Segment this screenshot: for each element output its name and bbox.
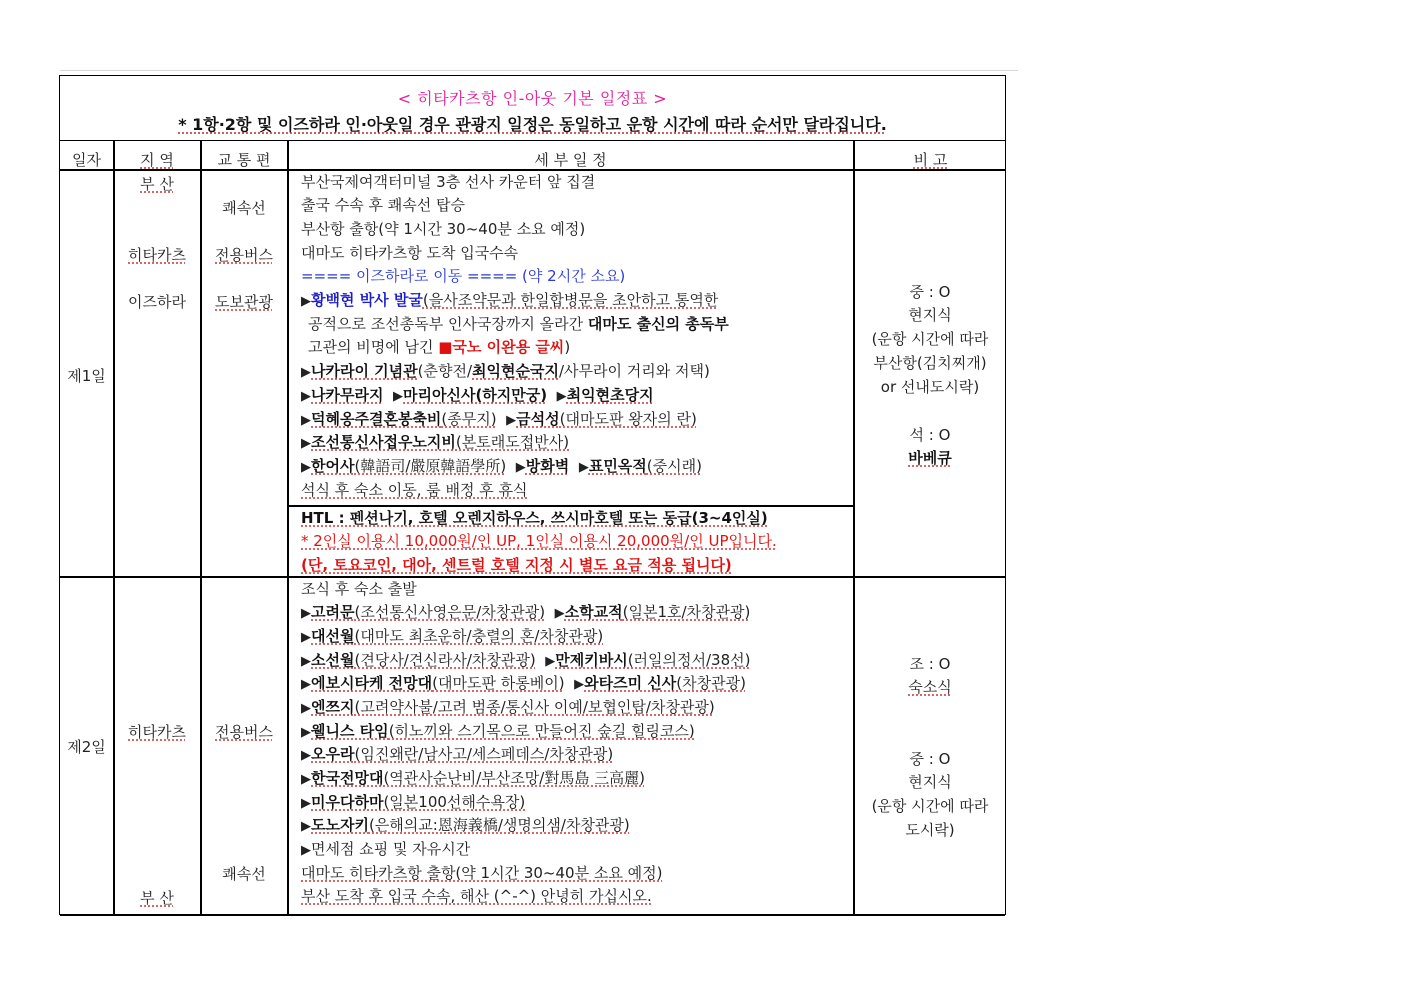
highlight: 에보시타케 전망대	[311, 674, 433, 692]
detail-text: (러일의정서/38선)	[627, 651, 751, 669]
bullet-icon: ▶	[301, 630, 311, 645]
day1-line	[301, 410, 697, 430]
day1-transport-bus: 전용버스	[215, 246, 273, 264]
hotel-divider	[287, 505, 853, 507]
bullet-icon: ▶	[301, 725, 311, 740]
table-subtitle: * 1항·2항 및 이즈하라 인·아웃일 경우 관광지 일정은 동일하고 운항 시간에 따라 순서만 달라집니다.	[178, 115, 887, 134]
day1-transport-walking: 도보관광	[215, 293, 273, 311]
bullet-icon: ▶	[301, 748, 311, 763]
day1-note: 바베큐	[908, 449, 952, 467]
day-divider	[60, 576, 1005, 578]
day1-line: 부산국제여객터미널 3층 선사 카운터 앞 집결	[301, 173, 596, 191]
bullet-icon: ▶	[393, 389, 403, 404]
bullet-icon: ▶	[301, 460, 311, 475]
day2-transport-ferry: 쾌속선	[222, 865, 266, 883]
day1-note: 현지식	[908, 306, 952, 324]
detail-text: (대마도판 왕자의 란)	[559, 410, 697, 428]
bullet-icon: ▶	[301, 677, 311, 692]
detail-text: 공적으로 조선총독부 인사국장까지 올라간	[308, 315, 588, 333]
day2-note: 숙소식	[908, 678, 952, 696]
detail-text: (종무지)	[441, 410, 497, 428]
day1-line: 대마도 히타카츠항 도착 입국수속	[301, 244, 519, 262]
bullet-icon: ▶	[554, 606, 565, 621]
highlight: 나카무라지	[311, 386, 384, 404]
col-divider	[287, 141, 289, 915]
day1-note: (운항 시간에 따라	[871, 330, 989, 348]
bullet-icon: ▶	[301, 819, 311, 834]
highlight: 덕혜옹주결혼봉축비	[311, 410, 442, 428]
day2-line	[301, 651, 750, 671]
day1-region-hitakatsu: 히타카츠	[128, 246, 186, 264]
day1-line: 석식 후 숙소 이동, 룸 배정 후 휴식	[301, 481, 528, 499]
day2-line: 조식 후 숙소 출발	[301, 580, 417, 598]
header-note: 비 고	[913, 151, 948, 169]
day1-note: or 선내도시락)	[880, 378, 980, 396]
day1-line: 부산항 출항(약 1시간 30~40분 소요 예정)	[301, 220, 586, 238]
highlight: 미우다하마	[311, 793, 384, 811]
itinerary-table	[59, 75, 1006, 915]
day2-line	[301, 745, 613, 765]
bullet-icon: ▶	[301, 843, 311, 858]
day2-note: 조 : O	[909, 655, 951, 673]
day2-line	[301, 698, 715, 718]
detail-text: (을사조약문과 한일합병문을 초안하고 통역한	[422, 291, 719, 309]
bullet-icon: ▶	[545, 654, 556, 669]
detail-text: (대마도 최초운하/충렬의 혼/차창관광)	[354, 627, 604, 645]
highlight: 금석성	[516, 410, 560, 428]
header-transport: 교 통 편	[217, 151, 271, 169]
highlight: 마리아신사(하지만궁)	[403, 386, 548, 404]
day1-line: 출국 수속 후 쾌속선 탑승	[301, 196, 465, 214]
highlight: 최익현초당지	[566, 386, 654, 404]
day1-note: 석 : O	[909, 426, 951, 444]
highlight: 소학교적	[564, 603, 623, 621]
hotel-info: HTL : 펜션나기, 호텔 오렌지하우스, 쓰시마호텔 또는 동급(3~4인실)	[301, 509, 768, 527]
bullet-icon: ▶	[301, 389, 311, 404]
header-region: 지 역	[140, 151, 174, 169]
bullet-icon: ▶	[515, 460, 526, 475]
detail-text: (임진왜란/남사고/세스페데스/차창관광)	[354, 745, 614, 763]
table-bottom	[60, 914, 1005, 916]
day2-note: 중 : O	[909, 750, 951, 768]
highlight: 황백현 박사 발굴	[311, 291, 423, 309]
bullet-icon: ▶	[301, 654, 311, 669]
red-square-icon: ■	[438, 338, 453, 356]
day2-note: (운항 시간에 따라	[871, 797, 989, 815]
highlight: 대마도 출신의 총독부	[587, 315, 729, 333]
bullet-icon: ▶	[301, 436, 311, 451]
detail-text: (춘향전/	[417, 362, 473, 380]
day2-line	[301, 627, 603, 647]
page-top-rule	[60, 70, 1018, 71]
day1-note: 부산항(김치찌개)	[873, 354, 987, 372]
day1-note: 중 : O	[909, 283, 951, 301]
day2-region-hitakatsu: 히타카츠	[128, 723, 186, 741]
detail-text: (대마도판 하롱베이)	[432, 674, 565, 692]
day1-region-izuhara: 이즈하라	[128, 293, 186, 311]
detail-text: (견당사/견신라사/차창관광)	[354, 651, 536, 669]
day1-label: 제1일	[67, 367, 106, 385]
highlight: 웰니스 타임	[311, 722, 389, 740]
highlight: 표민옥적	[588, 457, 647, 475]
highlight: 국노 이완용 글씨	[452, 338, 565, 356]
highlight: 엔쯔지	[311, 698, 355, 716]
day1-line	[301, 362, 710, 382]
bullet-icon: ▶	[301, 294, 311, 309]
hotel-exception: (단, 토요코인, 대아, 센트럴 호텔 지정 시 별도 요금 적용 됩니다)	[301, 556, 732, 574]
day1-line: ==== 이즈하라로 이동 ==== (약 2시간 소요)	[301, 267, 626, 285]
detail-text: (차창관광)	[676, 674, 746, 692]
day2-line	[301, 793, 525, 813]
day2-transport-bus: 전용버스	[215, 723, 273, 741]
bullet-icon: ▶	[506, 413, 517, 428]
bullet-icon: ▶	[301, 772, 311, 787]
detail-text: (조선통신사영은문/차창관광)	[354, 603, 546, 621]
detail-text: (고려약사불/고려 범종/통신사 이예/보협인탑/차창관광)	[354, 698, 715, 716]
highlight: 대선월	[311, 627, 355, 645]
day2-line	[301, 674, 746, 694]
day1-line	[301, 433, 569, 453]
day2-line: 대마도 히타카츠항 출항(약 1시간 30~40분 소요 예정)	[301, 864, 663, 882]
highlight: 소선월	[311, 651, 355, 669]
detail-text: (히노끼와 스기목으로 만들어진 숲길 힐링코스)	[388, 722, 695, 740]
hotel-surcharge: * 2인실 이용시 10,000원/인 UP, 1인실 이용시 20,000원/인 UP입니다.	[301, 532, 777, 550]
day1-line	[308, 338, 570, 356]
bullet-icon: ▶	[574, 677, 585, 692]
highlight: 한국전망대	[311, 769, 384, 787]
highlight: 만제키바시	[555, 651, 628, 669]
day2-note: 도시락)	[905, 821, 955, 839]
header-detail: 세 부 일 정	[534, 151, 607, 169]
day2-region-busan: 부 산	[140, 889, 174, 907]
detail-text: 면세점 쇼핑 및 자유시간	[311, 840, 471, 858]
table-title: < 히타카츠항 인-아웃 기본 일정표 >	[397, 89, 668, 108]
title-row	[60, 76, 1005, 141]
detail-text: (은해의교:恩海義橋/생명의샘/차창관광)	[368, 816, 630, 834]
bullet-icon: ▶	[301, 796, 311, 811]
highlight: 나카라이 기념관	[311, 362, 418, 380]
day1-line	[308, 315, 729, 333]
day1-transport-ferry: 쾌속선	[222, 199, 266, 217]
day1-region-busan: 부 산	[140, 175, 174, 193]
bullet-icon: ▶	[301, 365, 311, 380]
detail-text: )	[564, 338, 571, 356]
highlight: 오우라	[311, 745, 355, 763]
bullet-icon: ▶	[301, 413, 311, 428]
detail-text: 고관의 비명에 남긴	[308, 338, 439, 356]
day2-line	[301, 603, 750, 623]
bullet-icon: ▶	[556, 389, 567, 404]
day2-line	[301, 816, 630, 836]
highlight: 도노자키	[311, 816, 369, 834]
header-day: 일자	[72, 151, 101, 169]
highlight: 한어사	[311, 457, 355, 475]
highlight: 와타즈미 신사	[584, 674, 677, 692]
detail-text: /사무라이 거리와 저택)	[559, 362, 710, 380]
day2-line	[301, 840, 470, 860]
highlight: 방화벽	[525, 457, 570, 475]
day2-line: 부산 도착 후 입국 수속, 해산 (^-^) 안녕히 가십시오.	[301, 887, 652, 905]
detail-text: (중시래)	[646, 457, 702, 475]
day2-note: 현지식	[908, 773, 952, 791]
detail-text: (일본100선해수욕장)	[383, 793, 526, 811]
detail-text: (韓語司/嚴原韓語學所)	[354, 457, 507, 475]
day2-line	[301, 769, 645, 789]
detail-text: (역관사순난비/부산조망/對馬島 三高麗)	[383, 769, 645, 787]
detail-text: (본토래도접반사)	[455, 433, 570, 451]
bullet-icon: ▶	[578, 460, 589, 475]
highlight: 조선통신사접우노지비	[311, 433, 456, 451]
day1-line	[301, 457, 702, 477]
bullet-icon: ▶	[301, 606, 311, 621]
day2-line	[301, 722, 695, 742]
highlight: 최익현순국지	[472, 362, 559, 380]
detail-text: (일본1호/차창관광)	[622, 603, 751, 621]
day1-line	[301, 291, 718, 311]
day2-label: 제2일	[67, 738, 106, 756]
day1-line	[301, 386, 654, 406]
highlight: 고려문	[311, 603, 355, 621]
bullet-icon: ▶	[301, 701, 311, 716]
